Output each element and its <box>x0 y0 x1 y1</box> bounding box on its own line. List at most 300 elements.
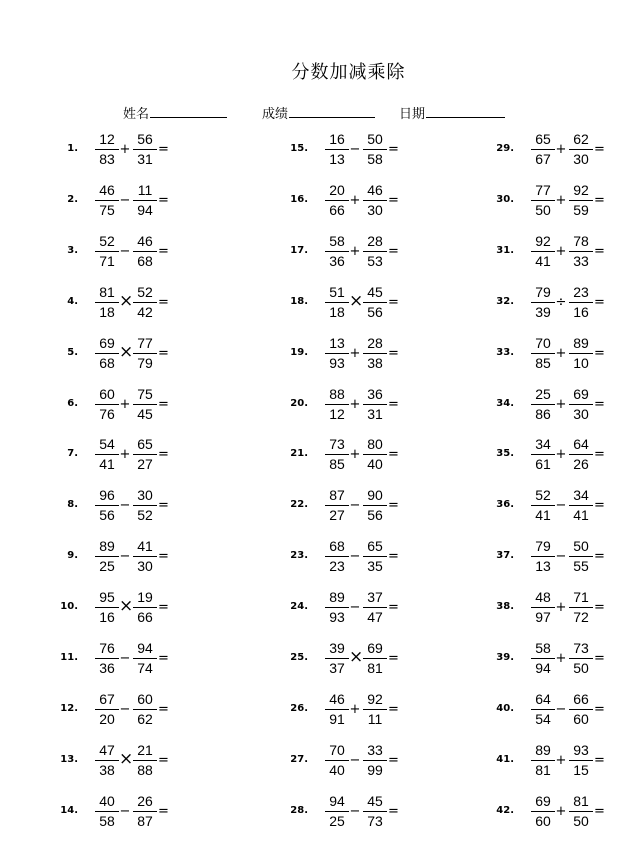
denominator: 71 <box>99 253 115 269</box>
numerator: 50 <box>367 131 383 147</box>
fraction <box>325 742 349 779</box>
page-title: 分数加减乘除 <box>291 62 406 83</box>
fraction <box>95 335 119 372</box>
fraction <box>133 742 157 779</box>
fraction-bar <box>531 353 555 354</box>
denominator: 94 <box>137 202 153 218</box>
problem-item <box>280 538 430 578</box>
operator: × <box>349 647 364 667</box>
denominator: 13 <box>329 151 345 167</box>
fraction-bar <box>133 251 157 252</box>
numerator: 90 <box>367 487 383 503</box>
problem-item <box>50 284 200 324</box>
fraction <box>569 589 593 626</box>
numerator: 20 <box>329 182 345 198</box>
problem-number: 31. <box>496 245 514 256</box>
fraction <box>363 487 387 524</box>
fraction-bar <box>325 760 349 761</box>
denominator: 20 <box>99 711 115 727</box>
problem-number: 21. <box>290 448 308 459</box>
fraction <box>569 386 593 423</box>
denominator: 30 <box>367 202 383 218</box>
fraction-bar <box>569 811 593 812</box>
score-blank[interactable] <box>289 105 375 118</box>
problem-number: 6. <box>67 398 78 409</box>
fraction <box>531 182 555 219</box>
operator: ÷ <box>555 295 567 310</box>
denominator: 35 <box>367 558 383 574</box>
problem-number: 26. <box>290 703 308 714</box>
problem-item <box>280 436 430 476</box>
numerator: 51 <box>329 284 345 300</box>
problem-item <box>280 691 430 731</box>
denominator: 50 <box>535 202 551 218</box>
operator: + <box>119 397 131 412</box>
operator: + <box>349 447 361 462</box>
operator: × <box>119 291 134 311</box>
numerator: 45 <box>367 284 383 300</box>
problem-number: 10. <box>60 601 78 612</box>
numerator: 48 <box>535 589 551 605</box>
fraction <box>363 742 387 779</box>
operator: + <box>349 193 361 208</box>
numerator: 65 <box>367 538 383 554</box>
equals-sign: = <box>594 753 605 768</box>
equals-sign: = <box>594 804 605 819</box>
denominator: 41 <box>535 507 551 523</box>
numerator: 89 <box>535 742 551 758</box>
problem-item <box>486 538 636 578</box>
denominator: 40 <box>367 456 383 472</box>
denominator: 66 <box>137 609 153 625</box>
fraction-bar <box>133 607 157 608</box>
problem-number: 42. <box>496 805 514 816</box>
fraction-bar <box>569 353 593 354</box>
problem-item <box>50 487 200 527</box>
numerator: 46 <box>367 182 383 198</box>
numerator: 81 <box>99 284 115 300</box>
problem-number: 14. <box>60 805 78 816</box>
denominator: 12 <box>329 406 345 422</box>
equals-sign: = <box>594 549 605 564</box>
fraction-bar <box>569 607 593 608</box>
numerator: 26 <box>137 793 153 809</box>
problem-item <box>50 691 200 731</box>
numerator: 56 <box>137 131 153 147</box>
numerator: 62 <box>573 131 589 147</box>
name-label: 姓名 <box>123 107 150 122</box>
problem-number: 11. <box>60 652 78 663</box>
fraction <box>569 691 593 728</box>
numerator: 16 <box>329 131 345 147</box>
denominator: 18 <box>99 304 115 320</box>
problem-item <box>486 640 636 680</box>
operator: + <box>555 244 567 259</box>
denominator: 53 <box>367 253 383 269</box>
operator: − <box>349 549 361 564</box>
fraction <box>569 742 593 779</box>
denominator: 42 <box>137 304 153 320</box>
operator: − <box>349 753 361 768</box>
numerator: 76 <box>99 640 115 656</box>
fraction-bar <box>531 149 555 150</box>
denominator: 56 <box>99 507 115 523</box>
operator: − <box>349 600 361 615</box>
fraction-bar <box>569 709 593 710</box>
fraction <box>531 284 555 321</box>
numerator: 23 <box>573 284 589 300</box>
numerator: 88 <box>329 386 345 402</box>
problem-number: 32. <box>496 296 514 307</box>
fraction <box>95 538 119 575</box>
fraction-bar <box>325 505 349 506</box>
problem-number: 5. <box>67 347 78 358</box>
problem-number: 28. <box>290 805 308 816</box>
operator: − <box>119 498 131 513</box>
equals-sign: = <box>594 193 605 208</box>
denominator: 93 <box>329 355 345 371</box>
denominator: 13 <box>535 558 551 574</box>
fraction-bar <box>325 709 349 710</box>
fraction <box>531 691 555 728</box>
problem-item <box>280 742 430 782</box>
problem-number: 37. <box>496 550 514 561</box>
fraction-bar <box>531 607 555 608</box>
problem-number: 34. <box>496 398 514 409</box>
denominator: 72 <box>573 609 589 625</box>
numerator: 46 <box>329 691 345 707</box>
problem-number: 1. <box>67 143 78 154</box>
fraction <box>363 386 387 423</box>
equals-sign: = <box>158 600 169 615</box>
equals-sign: = <box>158 702 169 717</box>
equals-sign: = <box>388 498 399 513</box>
numerator: 41 <box>137 538 153 554</box>
denominator: 74 <box>137 660 153 676</box>
fraction <box>325 487 349 524</box>
operator: − <box>119 549 131 564</box>
denominator: 18 <box>329 304 345 320</box>
fraction <box>569 793 593 830</box>
problem-number: 20. <box>290 398 308 409</box>
equals-sign: = <box>594 397 605 412</box>
fraction <box>363 182 387 219</box>
fraction-bar <box>325 251 349 252</box>
denominator: 36 <box>99 660 115 676</box>
denominator: 26 <box>573 456 589 472</box>
fraction-bar <box>363 200 387 201</box>
problem-item <box>280 284 430 324</box>
fraction-bar <box>363 658 387 659</box>
fraction-bar <box>133 302 157 303</box>
numerator: 89 <box>99 538 115 554</box>
fraction-bar <box>569 760 593 761</box>
fraction-bar <box>531 760 555 761</box>
operator: − <box>555 549 567 564</box>
operator: + <box>555 651 567 666</box>
denominator: 87 <box>137 813 153 829</box>
equals-sign: = <box>594 498 605 513</box>
denominator: 56 <box>367 304 383 320</box>
fraction-bar <box>133 149 157 150</box>
fraction <box>133 487 157 524</box>
denominator: 41 <box>573 507 589 523</box>
fraction-bar <box>531 658 555 659</box>
fraction <box>363 793 387 830</box>
problem-number: 38. <box>496 601 514 612</box>
numerator: 33 <box>367 742 383 758</box>
numerator: 52 <box>137 284 153 300</box>
fraction <box>325 538 349 575</box>
problem-item <box>50 589 200 629</box>
problem-item <box>486 182 636 222</box>
numerator: 47 <box>99 742 115 758</box>
problem-item <box>486 386 636 426</box>
problem-number: 39. <box>496 652 514 663</box>
numerator: 78 <box>573 233 589 249</box>
date-field[interactable] <box>399 103 505 122</box>
fraction-bar <box>531 709 555 710</box>
denominator: 66 <box>329 202 345 218</box>
numerator: 34 <box>535 436 551 452</box>
fraction <box>133 335 157 372</box>
numerator: 67 <box>99 691 115 707</box>
numerator: 70 <box>329 742 345 758</box>
denominator: 11 <box>367 711 383 727</box>
problem-item <box>486 131 636 171</box>
fraction <box>531 640 555 677</box>
numerator: 52 <box>99 233 115 249</box>
equals-sign: = <box>594 244 605 259</box>
operator: + <box>555 753 567 768</box>
equals-sign: = <box>158 549 169 564</box>
fraction <box>95 487 119 524</box>
equals-sign: = <box>388 397 399 412</box>
denominator: 50 <box>573 660 589 676</box>
equals-sign: = <box>388 346 399 361</box>
operator: × <box>119 749 134 769</box>
fraction <box>325 691 349 728</box>
fraction <box>531 233 555 270</box>
fraction-bar <box>531 302 555 303</box>
numerator: 28 <box>367 335 383 351</box>
problem-number: 17. <box>290 245 308 256</box>
fraction-bar <box>133 811 157 812</box>
operator: − <box>555 702 567 717</box>
fraction <box>531 436 555 473</box>
fraction-bar <box>325 404 349 405</box>
fraction-bar <box>531 454 555 455</box>
problem-number: 29. <box>496 143 514 154</box>
problem-item <box>486 589 636 629</box>
operator: + <box>119 447 131 462</box>
fraction <box>363 335 387 372</box>
fraction-bar <box>325 607 349 608</box>
problem-number: 35. <box>496 448 514 459</box>
denominator: 33 <box>573 253 589 269</box>
denominator: 30 <box>573 406 589 422</box>
numerator: 69 <box>99 335 115 351</box>
fraction-bar <box>95 811 119 812</box>
equals-sign: = <box>388 753 399 768</box>
fraction <box>325 335 349 372</box>
denominator: 59 <box>573 202 589 218</box>
fraction-bar <box>363 607 387 608</box>
problem-item <box>280 589 430 629</box>
name-blank[interactable] <box>150 105 227 118</box>
problem-number: 19. <box>290 347 308 358</box>
fraction-bar <box>133 404 157 405</box>
denominator: 23 <box>329 558 345 574</box>
denominator: 62 <box>137 711 153 727</box>
denominator: 25 <box>329 813 345 829</box>
denominator: 16 <box>573 304 589 320</box>
denominator: 36 <box>329 253 345 269</box>
denominator: 99 <box>367 762 383 778</box>
numerator: 70 <box>535 335 551 351</box>
fraction <box>363 233 387 270</box>
problem-item <box>486 691 636 731</box>
problem-number: 24. <box>290 601 308 612</box>
numerator: 69 <box>367 640 383 656</box>
fraction-bar <box>531 404 555 405</box>
numerator: 50 <box>573 538 589 554</box>
denominator: 60 <box>573 711 589 727</box>
numerator: 60 <box>137 691 153 707</box>
denominator: 61 <box>535 456 551 472</box>
equals-sign: = <box>158 295 169 310</box>
fraction <box>363 131 387 168</box>
numerator: 93 <box>573 742 589 758</box>
fraction-bar <box>95 505 119 506</box>
numerator: 58 <box>329 233 345 249</box>
numerator: 19 <box>137 589 153 605</box>
numerator: 46 <box>99 182 115 198</box>
problem-item <box>50 335 200 375</box>
problem-item <box>486 793 636 833</box>
fraction-bar <box>569 404 593 405</box>
numerator: 77 <box>535 182 551 198</box>
problem-number: 7. <box>67 448 78 459</box>
numerator: 71 <box>573 589 589 605</box>
fraction <box>325 640 349 677</box>
fraction <box>363 538 387 575</box>
fraction <box>95 793 119 830</box>
fraction-bar <box>569 200 593 201</box>
problem-item <box>486 436 636 476</box>
operator: × <box>119 342 134 362</box>
problem-item <box>280 131 430 171</box>
fraction-bar <box>325 658 349 659</box>
fraction-bar <box>569 556 593 557</box>
fraction <box>569 233 593 270</box>
denominator: 81 <box>367 660 383 676</box>
fraction <box>95 233 119 270</box>
denominator: 85 <box>329 456 345 472</box>
problem-number: 40. <box>496 703 514 714</box>
fraction-bar <box>363 353 387 354</box>
fraction-bar <box>569 251 593 252</box>
numerator: 65 <box>137 436 153 452</box>
numerator: 92 <box>367 691 383 707</box>
denominator: 75 <box>99 202 115 218</box>
fraction <box>133 131 157 168</box>
fraction <box>531 487 555 524</box>
problem-number: 23. <box>290 550 308 561</box>
equals-sign: = <box>594 346 605 361</box>
problem-number: 9. <box>67 550 78 561</box>
denominator: 38 <box>367 355 383 371</box>
operator: + <box>349 346 361 361</box>
equals-sign: = <box>388 193 399 208</box>
equals-sign: = <box>594 702 605 717</box>
score-field[interactable] <box>262 103 375 122</box>
equals-sign: = <box>594 651 605 666</box>
fraction <box>325 793 349 830</box>
operator: + <box>349 244 361 259</box>
equals-sign: = <box>158 447 169 462</box>
operator: + <box>555 600 567 615</box>
operator: × <box>119 596 134 616</box>
problem-item <box>486 742 636 782</box>
problem-number: 3. <box>67 245 78 256</box>
denominator: 93 <box>329 609 345 625</box>
fraction <box>569 436 593 473</box>
denominator: 55 <box>573 558 589 574</box>
equals-sign: = <box>158 142 169 157</box>
fraction-bar <box>95 353 119 354</box>
denominator: 40 <box>329 762 345 778</box>
fraction-bar <box>363 760 387 761</box>
fraction <box>95 742 119 779</box>
operator: − <box>119 193 131 208</box>
operator: − <box>119 702 131 717</box>
denominator: 39 <box>535 304 551 320</box>
fraction-bar <box>363 454 387 455</box>
problem-item <box>486 284 636 324</box>
equals-sign: = <box>594 447 605 462</box>
fraction <box>95 436 119 473</box>
denominator: 27 <box>137 456 153 472</box>
fraction-bar <box>95 607 119 608</box>
numerator: 46 <box>137 233 153 249</box>
fraction-bar <box>95 200 119 201</box>
numerator: 21 <box>137 742 153 758</box>
fraction <box>531 742 555 779</box>
numerator: 36 <box>367 386 383 402</box>
numerator: 87 <box>329 487 345 503</box>
fraction <box>569 640 593 677</box>
fraction-bar <box>133 454 157 455</box>
fraction <box>531 335 555 372</box>
denominator: 86 <box>535 406 551 422</box>
fraction-bar <box>569 302 593 303</box>
problem-number: 41. <box>496 754 514 765</box>
fraction <box>569 131 593 168</box>
problem-item <box>50 640 200 680</box>
fraction <box>363 691 387 728</box>
problem-item <box>50 386 200 426</box>
numerator: 77 <box>137 335 153 351</box>
name-field[interactable] <box>123 103 227 122</box>
numerator: 64 <box>573 436 589 452</box>
fraction <box>531 538 555 575</box>
operator: × <box>349 291 364 311</box>
denominator: 83 <box>99 151 115 167</box>
equals-sign: = <box>158 804 169 819</box>
date-blank[interactable] <box>426 105 505 118</box>
denominator: 68 <box>137 253 153 269</box>
